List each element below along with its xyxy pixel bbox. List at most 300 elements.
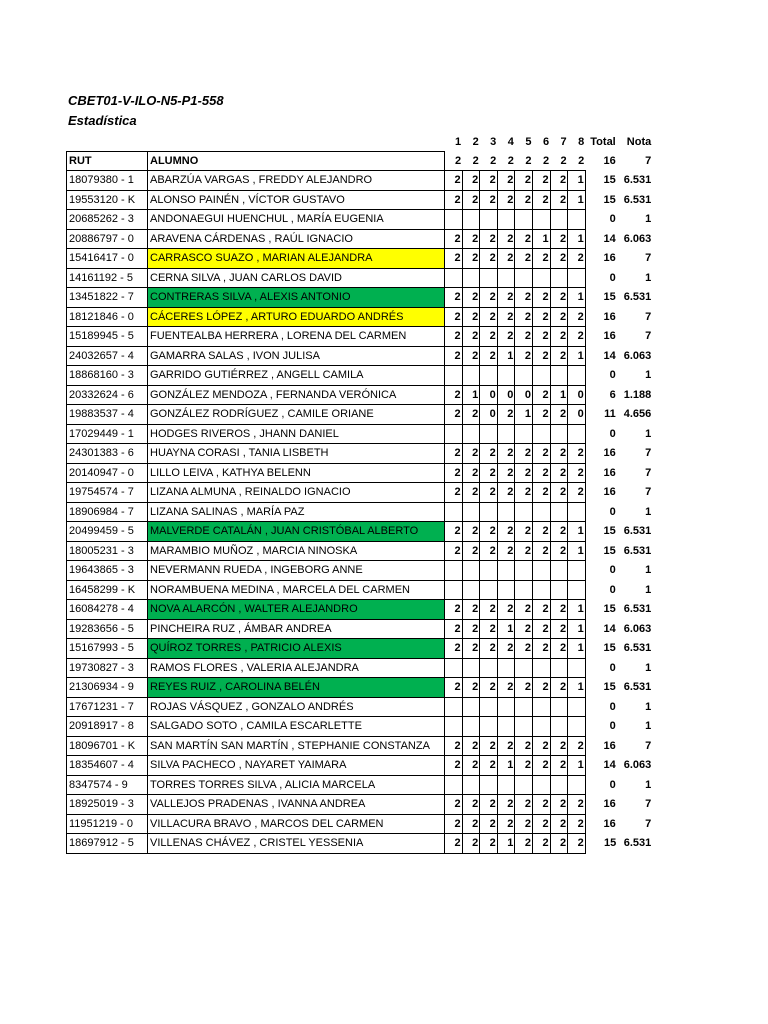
alumno-cell: NOVA ALARCÓN , WALTER ALEJANDRO [148, 600, 445, 620]
score-cell [462, 561, 480, 581]
nota-cell: 6.063 [623, 232, 652, 245]
score-cell: 2 [532, 736, 550, 756]
score-cell: 2 [445, 405, 463, 425]
score-cell: 0 [515, 385, 533, 405]
score-cell: 0 [568, 385, 586, 405]
nota-cell: 1 [645, 720, 652, 733]
score-cell [462, 580, 480, 600]
rut-cell: 19643865 - 3 [67, 561, 148, 581]
score-cell [568, 697, 586, 717]
score-cell: 2 [497, 405, 515, 425]
rut-cell: 18005231 - 3 [67, 541, 148, 561]
score-cell: 2 [462, 288, 480, 308]
rut-cell: 18121846 - 0 [67, 307, 148, 327]
score-cell: 2 [550, 541, 568, 561]
score-cell: 2 [445, 249, 463, 269]
score-cell: 2 [462, 307, 480, 327]
rut-cell: 21306934 - 9 [67, 678, 148, 698]
rut-cell: 18354607 - 4 [67, 756, 148, 776]
score-cell: 2 [480, 619, 498, 639]
score-cell: 2 [550, 639, 568, 659]
score-cell: 2 [568, 814, 586, 834]
rut-cell: 11951219 - 0 [67, 814, 148, 834]
score-cell: 2 [462, 639, 480, 659]
max-score: 2 [490, 154, 497, 167]
score-cell: 2 [445, 190, 463, 210]
score-cell: 2 [568, 307, 586, 327]
score-cell: 2 [550, 444, 568, 464]
score-cell [568, 580, 586, 600]
nota-cell: 1 [645, 778, 652, 791]
nota-cell: 1 [645, 700, 652, 713]
score-cell [462, 210, 480, 230]
alumno-cell: NEVERMANN RUEDA , INGEBORG ANNE [148, 561, 445, 581]
score-cell: 2 [550, 346, 568, 366]
score-cell: 2 [497, 678, 515, 698]
score-cell [568, 502, 586, 522]
score-cell: 2 [497, 463, 515, 483]
score-cell [550, 268, 568, 288]
score-cell: 2 [515, 229, 533, 249]
score-cell: 2 [480, 463, 498, 483]
nota-cell: 6.531 [623, 174, 652, 187]
rut-cell: 19883537 - 4 [67, 405, 148, 425]
score-cell: 0 [480, 405, 498, 425]
score-cell: 2 [515, 795, 533, 815]
score-cell: 2 [550, 736, 568, 756]
score-cell: 2 [480, 444, 498, 464]
max-score: 2 [542, 154, 550, 167]
score-cell: 2 [462, 619, 480, 639]
total-cell: 16 [603, 252, 616, 265]
score-cell [445, 775, 463, 795]
score-cell [550, 424, 568, 444]
max-score: 2 [525, 154, 532, 167]
rut-cell: 20886797 - 0 [67, 229, 148, 249]
rut-cell: 18079380 - 1 [67, 171, 148, 191]
score-cell: 1 [568, 229, 586, 249]
rut-cell: 18868160 - 3 [67, 366, 148, 386]
alumno-cell: REYES RUIZ , CAROLINA BELÉN [148, 678, 445, 698]
alumno-header: ALUMNO [148, 151, 445, 171]
rut-cell: 18906984 - 7 [67, 502, 148, 522]
score-cell [462, 268, 480, 288]
total-cell: 15 [603, 174, 616, 187]
rut-cell: 15416417 - 0 [67, 249, 148, 269]
nota-cell: 6.531 [623, 291, 652, 304]
nota-cell: 1 [645, 369, 652, 382]
score-cell [515, 561, 533, 581]
total-cell: 15 [603, 525, 616, 538]
score-cell: 2 [515, 444, 533, 464]
score-cell: 2 [445, 229, 463, 249]
score-cell: 2 [445, 834, 463, 854]
table-row [67, 834, 654, 854]
score-cell [550, 697, 568, 717]
score-cell: 2 [515, 483, 533, 503]
score-cell: 2 [480, 229, 498, 249]
score-cell [497, 717, 515, 737]
alumno-cell: MALVERDE CATALÁN , JUAN CRISTÓBAL ALBERTO [148, 522, 445, 542]
rut-cell: 24301383 - 6 [67, 444, 148, 464]
nota-cell: 1 [645, 583, 652, 596]
score-cell [497, 210, 515, 230]
score-cell [497, 697, 515, 717]
table-row [67, 561, 654, 581]
score-cell [532, 561, 550, 581]
score-cell: 2 [480, 795, 498, 815]
sheet-subtitle: Estadística [68, 113, 137, 128]
score-cell: 2 [497, 639, 515, 659]
rut-cell: 19553120 - K [67, 190, 148, 210]
score-cell: 2 [480, 171, 498, 191]
score-cell: 2 [462, 834, 480, 854]
total-cell: 14 [603, 622, 616, 635]
table-row [67, 307, 654, 327]
score-cell: 2 [532, 463, 550, 483]
score-cell: 2 [532, 307, 550, 327]
score-cell: 0 [497, 385, 515, 405]
nota-header: Nota [626, 135, 652, 148]
score-cell [445, 502, 463, 522]
nota-cell: 6.531 [623, 525, 652, 538]
score-cell: 2 [462, 405, 480, 425]
score-cell: 2 [532, 756, 550, 776]
column-header-row [67, 151, 654, 171]
total-cell: 16 [603, 310, 616, 323]
score-cell: 1 [568, 522, 586, 542]
score-cell: 2 [515, 541, 533, 561]
table-row [67, 775, 654, 795]
score-cell: 2 [480, 639, 498, 659]
rut-cell: 19283656 - 5 [67, 619, 148, 639]
score-cell: 2 [515, 678, 533, 698]
table-row [67, 736, 654, 756]
score-cell [550, 561, 568, 581]
score-cell: 2 [568, 444, 586, 464]
score-cell: 2 [568, 463, 586, 483]
score-cell: 2 [445, 327, 463, 347]
score-cell [480, 561, 498, 581]
question-number: 5 [525, 135, 532, 148]
alumno-cell: GAMARRA SALAS , IVON JULISA [148, 346, 445, 366]
question-number: 7 [560, 135, 567, 148]
score-cell [480, 268, 498, 288]
alumno-cell: VALLEJOS PRADENAS , IVANNA ANDREA [148, 795, 445, 815]
max-score: 2 [472, 154, 479, 167]
score-cell: 1 [568, 619, 586, 639]
total-cell: 0 [609, 427, 616, 440]
score-cell: 2 [497, 229, 515, 249]
score-cell: 2 [462, 736, 480, 756]
total-cell: 0 [609, 505, 616, 518]
score-cell [515, 580, 533, 600]
table-row [67, 717, 654, 737]
total-cell: 0 [609, 564, 616, 577]
rut-cell: 17029449 - 1 [67, 424, 148, 444]
nota-cell: 6.531 [623, 837, 652, 850]
score-cell: 2 [550, 307, 568, 327]
score-cell [515, 697, 533, 717]
nota-cell: 7 [645, 466, 652, 479]
score-cell [532, 268, 550, 288]
nota-cell: 6.531 [623, 642, 652, 655]
table-row [67, 229, 654, 249]
score-cell: 2 [532, 678, 550, 698]
score-cell: 2 [480, 190, 498, 210]
score-cell: 1 [568, 678, 586, 698]
score-cell: 2 [497, 795, 515, 815]
alumno-cell: RAMOS FLORES , VALERIA ALEJANDRA [148, 658, 445, 678]
score-cell [445, 717, 463, 737]
score-cell: 2 [550, 834, 568, 854]
score-cell: 2 [480, 541, 498, 561]
score-cell: 2 [462, 678, 480, 698]
alumno-cell: HUAYNA CORASI , TANIA LISBETH [148, 444, 445, 464]
score-cell: 2 [480, 249, 498, 269]
score-cell [462, 697, 480, 717]
score-cell: 1 [497, 834, 515, 854]
alumno-cell: GONZÁLEZ RODRÍGUEZ , CAMILE ORIANE [148, 405, 445, 425]
score-cell [462, 424, 480, 444]
score-cell [532, 366, 550, 386]
score-cell [568, 210, 586, 230]
score-cell: 2 [568, 483, 586, 503]
score-cell: 2 [445, 444, 463, 464]
alumno-cell: ROJAS VÁSQUEZ , GONZALO ANDRÉS [148, 697, 445, 717]
score-cell [532, 424, 550, 444]
blank-cell [148, 132, 445, 151]
nota-cell: 1 [645, 564, 652, 577]
score-cell: 2 [515, 327, 533, 347]
rut-cell: 16084278 - 4 [67, 600, 148, 620]
score-cell: 2 [515, 307, 533, 327]
max-score: 2 [507, 154, 514, 167]
nota-cell: 6.531 [623, 603, 652, 616]
score-cell [568, 424, 586, 444]
score-cell [568, 658, 586, 678]
score-cell: 2 [445, 463, 463, 483]
score-cell [568, 561, 586, 581]
rut-cell: 24032657 - 4 [67, 346, 148, 366]
score-cell [515, 502, 533, 522]
max-total: 16 [603, 154, 616, 167]
max-score: 2 [578, 154, 585, 167]
score-cell [497, 580, 515, 600]
rut-cell: 18096701 - K [67, 736, 148, 756]
alumno-cell: LILLO LEIVA , KATHYA BELENN [148, 463, 445, 483]
score-cell: 2 [480, 346, 498, 366]
score-cell [515, 210, 533, 230]
nota-cell: 6.531 [623, 681, 652, 694]
score-cell: 2 [515, 814, 533, 834]
nota-cell: 4.656 [623, 408, 652, 421]
score-cell: 2 [532, 288, 550, 308]
score-cell: 2 [550, 483, 568, 503]
score-cell: 2 [550, 249, 568, 269]
score-cell: 2 [462, 249, 480, 269]
question-number: 3 [490, 135, 497, 148]
table-row [67, 619, 654, 639]
score-cell: 2 [462, 814, 480, 834]
total-cell: 14 [603, 232, 616, 245]
score-cell [497, 366, 515, 386]
score-cell: 2 [480, 327, 498, 347]
score-cell: 2 [550, 405, 568, 425]
score-cell: 1 [497, 756, 515, 776]
table-row [67, 639, 654, 659]
score-cell: 1 [568, 639, 586, 659]
score-cell: 2 [515, 288, 533, 308]
score-cell: 2 [497, 327, 515, 347]
rut-cell: 17671231 - 7 [67, 697, 148, 717]
score-cell: 1 [568, 541, 586, 561]
score-cell: 2 [532, 385, 550, 405]
score-cell [445, 697, 463, 717]
score-cell: 2 [480, 522, 498, 542]
table-row [67, 327, 654, 347]
nota-cell: 7 [645, 798, 652, 811]
score-cell: 2 [532, 327, 550, 347]
score-cell: 1 [568, 600, 586, 620]
score-cell [445, 580, 463, 600]
score-cell: 2 [550, 619, 568, 639]
score-cell [480, 424, 498, 444]
total-cell: 16 [603, 330, 616, 343]
nota-cell: 7 [645, 447, 652, 460]
total-header: Total [590, 135, 616, 148]
alumno-cell: LIZANA ALMUNA , REINALDO IGNACIO [148, 483, 445, 503]
total-cell: 0 [609, 720, 616, 733]
score-cell: 2 [445, 736, 463, 756]
score-cell: 1 [532, 229, 550, 249]
score-cell [532, 502, 550, 522]
score-cell: 2 [480, 483, 498, 503]
alumno-cell: QUÍROZ TORRES , PATRICIO ALEXIS [148, 639, 445, 659]
score-cell: 2 [515, 834, 533, 854]
nota-cell: 1 [645, 505, 652, 518]
total-cell: 0 [609, 661, 616, 674]
alumno-cell: MARAMBIO MUÑOZ , MARCIA NINOSKA [148, 541, 445, 561]
nota-cell: 6.531 [623, 544, 652, 557]
nota-cell: 7 [645, 252, 652, 265]
rut-cell: 16458299 - K [67, 580, 148, 600]
alumno-cell: ARAVENA CÁRDENAS , RAÚL IGNACIO [148, 229, 445, 249]
score-cell: 2 [462, 600, 480, 620]
nota-cell: 6.063 [623, 622, 652, 635]
score-cell [462, 502, 480, 522]
blank-cell [67, 132, 148, 151]
nota-cell: 7 [645, 310, 652, 323]
table-row [67, 210, 654, 230]
rut-header: RUT [67, 151, 148, 171]
rut-cell: 18697912 - 5 [67, 834, 148, 854]
table-row [67, 502, 654, 522]
alumno-cell: NORAMBUENA MEDINA , MARCELA DEL CARMEN [148, 580, 445, 600]
score-cell: 2 [550, 463, 568, 483]
table-row [67, 190, 654, 210]
score-cell: 2 [480, 288, 498, 308]
score-cell: 2 [568, 327, 586, 347]
score-cell [532, 775, 550, 795]
score-cell [497, 268, 515, 288]
score-cell: 2 [532, 171, 550, 191]
alumno-cell: HODGES RIVEROS , JHANN DANIEL [148, 424, 445, 444]
score-cell: 2 [550, 795, 568, 815]
score-cell: 1 [550, 385, 568, 405]
alumno-cell: CONTRERAS SILVA , ALEXIS ANTONIO [148, 288, 445, 308]
score-cell [515, 268, 533, 288]
alumno-cell: CÁCERES LÓPEZ , ARTURO EDUARDO ANDRÉS [148, 307, 445, 327]
total-cell: 0 [609, 583, 616, 596]
question-number: 2 [472, 135, 479, 148]
score-cell: 1 [497, 619, 515, 639]
score-cell [480, 210, 498, 230]
alumno-cell: CERNA SILVA , JUAN CARLOS DAVID [148, 268, 445, 288]
rut-cell: 19754574 - 7 [67, 483, 148, 503]
score-cell [550, 775, 568, 795]
score-cell [568, 268, 586, 288]
score-cell: 2 [497, 190, 515, 210]
score-cell [497, 775, 515, 795]
score-cell [515, 658, 533, 678]
table-row [67, 541, 654, 561]
total-cell: 14 [603, 349, 616, 362]
total-cell: 15 [603, 193, 616, 206]
score-cell: 2 [497, 444, 515, 464]
score-cell: 2 [497, 249, 515, 269]
score-cell [445, 561, 463, 581]
score-cell: 2 [480, 307, 498, 327]
score-cell [550, 580, 568, 600]
score-cell [445, 366, 463, 386]
nota-cell: 7 [645, 817, 652, 830]
table-row [67, 405, 654, 425]
score-cell: 2 [480, 814, 498, 834]
score-cell: 2 [515, 190, 533, 210]
score-cell: 2 [445, 795, 463, 815]
score-cell: 1 [515, 405, 533, 425]
score-cell [568, 717, 586, 737]
score-cell: 2 [497, 307, 515, 327]
score-cell: 2 [550, 814, 568, 834]
alumno-cell: GARRIDO GUTIÉRREZ , ANGELL CAMILA [148, 366, 445, 386]
score-cell: 2 [550, 678, 568, 698]
rut-cell: 8347574 - 9 [67, 775, 148, 795]
alumno-cell: LIZANA SALINAS , MARÍA PAZ [148, 502, 445, 522]
score-cell: 1 [497, 346, 515, 366]
score-cell: 2 [445, 522, 463, 542]
score-cell [532, 717, 550, 737]
table-row [67, 444, 654, 464]
nota-cell: 7 [645, 739, 652, 752]
table-row [67, 658, 654, 678]
score-cell: 2 [550, 229, 568, 249]
score-cell: 2 [445, 756, 463, 776]
score-cell: 2 [445, 288, 463, 308]
score-cell: 2 [568, 249, 586, 269]
total-cell: 16 [603, 739, 616, 752]
score-cell: 2 [550, 756, 568, 776]
alumno-cell: VILLENAS CHÁVEZ , CRISTEL YESSENIA [148, 834, 445, 854]
score-cell: 2 [445, 307, 463, 327]
score-cell: 2 [515, 171, 533, 191]
score-cell: 2 [532, 405, 550, 425]
alumno-cell: VILLACURA BRAVO , MARCOS DEL CARMEN [148, 814, 445, 834]
alumno-cell: ABARZÚA VARGAS , FREDDY ALEJANDRO [148, 171, 445, 191]
score-cell: 2 [445, 541, 463, 561]
score-cell: 2 [515, 736, 533, 756]
